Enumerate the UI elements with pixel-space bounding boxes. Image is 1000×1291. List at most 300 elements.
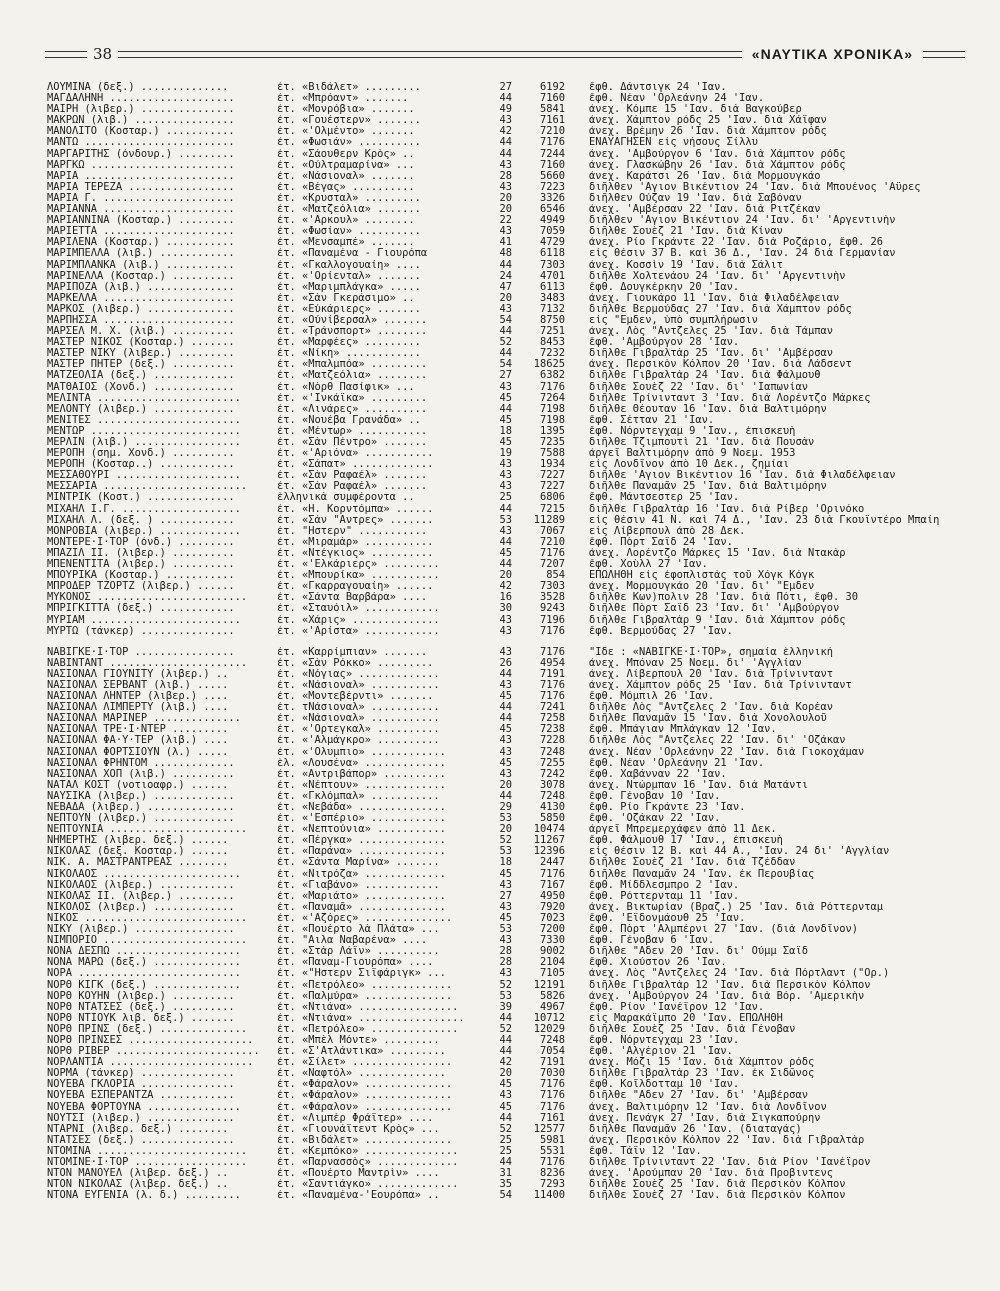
ship-name: ΝΑΒΙΓΚΕ·Ι·ΤΟΡ ................: [47, 646, 235, 658]
flag-agent: ἐτ. «Λιμπὲρ Φράϊτερ» ....: [277, 1112, 434, 1124]
flag-agent: ἐτ. «Μπὲλ Μόντε» .........: [277, 1034, 440, 1046]
table-row: [47, 1146, 977, 1157]
movement-note: ἀνεχ. Περσικὸν Κόλπον 20 'Ιαν. διὰ Λάδσεντ: [589, 359, 852, 371]
cargo-capacity: 7191: [539, 668, 565, 680]
cargo-capacity: 7176: [539, 625, 565, 637]
flag-agent: ἐτ. «'Εσπέριο» ............: [277, 813, 446, 825]
cargo-capacity: 7054: [539, 1046, 565, 1058]
ship-name: ΜΕΛΙΝΤΑ .......................: [47, 392, 241, 404]
flag-agent: ἐτ. «'Ελκάριερς» .........: [277, 559, 440, 571]
table-row: [47, 537, 977, 548]
cargo-capacity: 2104: [539, 957, 565, 969]
cargo-capacity: 7176: [539, 1079, 565, 1091]
table-row: [47, 337, 977, 348]
ship-name: ΝΙΚΟΛΑΟΣ (λιβερ.) ............: [47, 879, 235, 891]
cargo-capacity: 4967: [539, 1001, 565, 1013]
tonnage: 44: [499, 259, 512, 271]
cargo-capacity: 5850: [539, 813, 565, 825]
flag-agent: ἐτ. «Πετρόλεο» .............: [277, 979, 453, 991]
table-row: [47, 526, 977, 537]
movement-note: ἔφθ. Νόρντεγχαμ 23 'Ιαν.: [589, 1034, 740, 1046]
ship-name: ΝΑΣΙΟΝΑΛ ΓΙΟΥΝΙΤΥ (λιβερ.) ..: [47, 668, 229, 680]
movement-note: διῆλθε Παναμᾶν 15 'Ιαν. διὰ Χονολουλοῦ: [589, 713, 827, 725]
cargo-capacity: 7330: [539, 935, 565, 947]
cargo-capacity: 4954: [539, 657, 565, 669]
flag-agent: ἐτ. «'Αρίστα» ............: [277, 625, 440, 637]
tonnage: 44: [499, 559, 512, 571]
tonnage: 42: [499, 581, 512, 593]
tonnage: 44: [499, 1046, 512, 1058]
tonnage: 18: [499, 857, 512, 869]
movement-note: ἔφθ. Χοὺλλ 27 'Ιαν.: [589, 559, 708, 571]
flag-agent: ἐτ. «Φάραλον» ..............: [277, 1101, 453, 1113]
cargo-capacity: 3528: [539, 592, 565, 604]
header-rule-right: [923, 51, 965, 58]
tonnage: 45: [499, 437, 512, 448]
ship-name: ΜΠΕΝΕΝΤΙΤΑ (λιβερ.) ..........: [47, 559, 235, 571]
movement-note: ἀνεχ. Ρίο Γκράντε 22 'Ιαν. διὰ Ροζάριο, ἔφθ. 26: [589, 237, 884, 249]
tonnage: 44: [499, 536, 512, 548]
tonnage: 54: [499, 1190, 512, 1202]
ship-name: ΝΙΚΟΛΑΟΣ ......................: [47, 868, 241, 880]
ship-name: ΝΟΥΕΒΑ ΓΚΛΟΡΙΑ ...............: [47, 1079, 235, 1091]
ship-name: ΝΤΑΤΣΕΣ (δεξ.) ...............: [47, 1134, 235, 1146]
ship-name: ΝΑΣΙΟΝΑΛ ΧΟΠ (λιβ.) ..........: [47, 768, 235, 780]
ship-name: ΜΕΣΣΑΘΟΥΡΙ ....................: [47, 470, 241, 482]
movement-note: διῆλθε Πὸρτ Σαΐδ 23 'Ιαν. δι' 'Αμβούργον: [589, 603, 840, 615]
tonnage: 43: [499, 115, 512, 127]
ship-name: ΝΕΒΑΔΑ (λιβερ.) ..............: [47, 802, 235, 813]
movement-note: διῆλθεν Ούζαν 19 'Ιαν. διὰ Σαβόναν: [589, 192, 802, 204]
section-gap: [47, 637, 977, 647]
tonnage: 22: [499, 215, 512, 227]
movement-note: διῆλθε "Αδεν 27 'Ιαν. δι' 'Αμβέρσαν: [589, 1090, 808, 1102]
tonnage: 54: [499, 314, 512, 326]
ship-name: ΜΠΡΙΓΚΙΤΤΑ (δεξ.) ............: [47, 603, 235, 615]
movement-note: ἀνεχ. Πενάγκ 27 'Ιαν. διὰ Σιγκαπούρην: [589, 1112, 821, 1124]
movement-note: ἔφθ. Μάντσεστερ 25 'Ιαν.: [589, 492, 740, 504]
ship-name: ΜΑΡΙΑ ........................: [47, 170, 235, 182]
ship-name: ΜΑΡΙΛΕΝΑ (Κοσταρ.) ...........: [47, 237, 235, 249]
ship-name: ΝΙΚ. Α. ΜΑΣΤΡΑΝΤΡΕΑΣ ........: [47, 857, 229, 869]
table-row: [47, 160, 977, 171]
table-row: [47, 437, 977, 448]
table-row: [47, 791, 977, 802]
flag-agent: ἐτ. «Μπουρίκα» ...........: [277, 570, 440, 582]
tonnage: 41: [499, 237, 512, 249]
table-row: [47, 171, 977, 182]
cargo-capacity: 6118: [539, 248, 565, 260]
table-row: [47, 370, 977, 381]
ship-name: ΜΑΡΙΕΤΤΑ .....................: [47, 226, 235, 238]
flag-agent: ἐτ. «Ναφτόλ» ..............: [277, 1068, 446, 1080]
cargo-capacity: 10712: [533, 1012, 565, 1024]
tonnage: 20: [499, 824, 512, 836]
table-row: [47, 315, 977, 326]
movement-note: ἔφθ. Δουγκέρκην 20 'Ιαν.: [589, 281, 740, 293]
flag-agent: ἐτ. «Ούλτραμαρίνα» ...: [277, 159, 415, 171]
tonnage: 49: [499, 104, 512, 116]
flag-agent: ἐτ. «Νουέβα Γρανάδα» ..: [277, 414, 421, 426]
tonnage: 44: [499, 1034, 512, 1046]
flag-agent: ἐτ. «Φωσίαν» ..........: [277, 226, 421, 238]
cargo-capacity: 8750: [539, 314, 565, 326]
header-rule-middle: [118, 51, 742, 58]
cargo-capacity: 7198: [539, 403, 565, 415]
cargo-capacity: 8453: [539, 337, 565, 349]
tonnage: 43: [499, 159, 512, 171]
flag-agent: ἐτ. «Σάντα Μαρίνα» .......: [277, 857, 440, 869]
cargo-capacity: 7248: [539, 1034, 565, 1046]
flag-agent: ἐτ. «Γκλόμπαλ» ...........: [277, 790, 440, 802]
ship-name: ΜΑΙΡΗ (λιβερ.) ...............: [47, 104, 235, 116]
movement-note: ἔφθ. Γένοβαν 10 'Ιαν.: [589, 790, 721, 802]
table-row: [47, 415, 977, 426]
flag-agent: ἐτ. «Σάπατ» .............: [277, 459, 434, 471]
table-row: [47, 204, 977, 215]
movement-note: ἔφθ. Νόρντεγχαμ 9 'Ιαν., ἐπισκευὴ: [589, 425, 796, 437]
table-row: [47, 248, 977, 259]
flag-agent: ἐτ. «Γκαλλογουαίη» ....: [277, 259, 421, 271]
ship-name: ΝΑΣΙΟΝΑΛ ΤΡΕ·Ι·ΝΤΕΡ .........: [47, 724, 229, 736]
flag-agent: ἐτ. «Βιδάλετ» .........: [277, 82, 421, 93]
cargo-capacity: 7227: [539, 470, 565, 482]
cargo-capacity: 7227: [539, 481, 565, 493]
tonnage: 45: [499, 724, 512, 736]
ship-name: ΝΤΑΡΝΙ (λιβερ. δεξ.) ........: [47, 1123, 229, 1135]
cargo-capacity: 11267: [533, 835, 565, 847]
tonnage: 47: [499, 281, 512, 293]
cargo-capacity: 6546: [539, 204, 565, 216]
ship-name: ΜΕΡΟΠΗ (σημ. Χονδ.) ..........: [47, 448, 235, 460]
cargo-capacity: 7132: [539, 303, 565, 315]
flag-agent: ἐτ. «Μέντωρ» ...........: [277, 425, 428, 437]
movement-note: ἀνεχ. Χάμπτον ρόδς 25 'Ιαν. διὰ Χάϊφαν: [589, 115, 827, 127]
tonnage: 27: [499, 370, 512, 382]
table-row: [47, 137, 977, 148]
table-row: [47, 1168, 977, 1179]
table-row: [47, 1068, 977, 1079]
movement-note: ἀνεχ. 'Αμβούργον 6 'Ιαν. διὰ Χάμπτον ρόδς: [589, 148, 846, 160]
tonnage: 44: [499, 148, 512, 160]
table-row: [47, 104, 977, 115]
movement-note: διῆλθε Σουὲζ 25 'Ιαν. διὰ Γένοβαν: [589, 1023, 796, 1035]
flag-agent: ἐτ. «Φάραλον» ..............: [277, 1090, 453, 1102]
ship-name: ΝΤΟΝ ΝΙΚΟΛΑΣ (λιβερ. δεξ.) ..: [47, 1179, 229, 1191]
ship-name: ΜΑΡΙΑ ΤΕΡΕΖΑ .................: [47, 181, 235, 193]
table-row: [47, 647, 977, 658]
ship-name: ΝΑΣΙΟΝΑΛ ΦΑ·Υ·ΤΕΡ (λιβ.) ....: [47, 735, 229, 747]
table-row: [47, 1190, 977, 1201]
cargo-capacity: 7176: [539, 547, 565, 559]
cargo-capacity: 10474: [533, 824, 565, 836]
movement-note: εἰς Λίβερπουλ ἀπὸ 28 Δεκ.: [589, 525, 746, 537]
movement-note: ἔφθ. 'Αμβούργον 28 'Ιαν.: [589, 337, 740, 349]
page-number: 38: [93, 45, 113, 63]
tonnage: 20: [499, 1068, 512, 1080]
ship-name: ΜΑΡΙΝΕΛΛΑ (Κοσταρ.) ..........: [47, 270, 235, 282]
movement-note: ἀνεχ. Λίβερπουλ 20 'Ιαν. διὰ Τρίνινταντ: [589, 668, 833, 680]
ship-name: ΜΑΣΤΕΡ ΝΙΚΥ (λιβερ.) .........: [47, 348, 235, 360]
tonnage: 25: [499, 1145, 512, 1157]
ship-name: ΜΟΝΡΟΒΙΑ (λιβερ.) .............: [47, 525, 241, 537]
flag-agent: ἐτ. «Βέγας» ..........: [277, 181, 415, 193]
table-row: [47, 470, 977, 481]
cargo-capacity: 12029: [533, 1023, 565, 1035]
table-row: [47, 226, 977, 237]
flag-agent: ἐτ. «Γιουνάϊτεντ Κρὸς» ...: [277, 1123, 440, 1135]
flag-agent: ἐτ. «Μενσαμπέ» .......: [277, 237, 415, 249]
flag-agent: ἑλληνικὰ συμφέροντα ..: [277, 492, 415, 504]
flag-agent: ἐτ. «Παράνα» ..............: [277, 846, 446, 858]
ship-name: ΜΑΓΔΑΛΗΝΗ ....................: [47, 93, 235, 105]
table-row: [47, 1013, 977, 1024]
movement-note: διῆλθε Γιβραλτὰρ 16 'Ιαν. διὰ Ρίβερ 'Ορινόκο: [589, 503, 865, 515]
table-row: [47, 626, 977, 637]
tonnage: 43: [499, 381, 512, 393]
ship-name: ΝΑΤΑΛ ΚΟΣΤ (νοτιοαφρ.) ......: [47, 779, 229, 791]
movement-note: ἀνεχ. Γιουκάρο 11 'Ιαν. διὰ Φιλαδέλφειαν: [589, 292, 840, 304]
movement-note: ἀνεχ. Βαλτιμόρην 12 'Ιαν. διὰ Λονδῖνον: [589, 1101, 827, 1113]
table-row: [47, 658, 977, 669]
flag-agent: ἐτ. «'Αζόρες» ..............: [277, 912, 453, 924]
tonnage: 25: [499, 492, 512, 504]
flag-agent: ἐτ. «Παρνασσὸς» .............: [277, 1157, 459, 1168]
cargo-capacity: 7176: [539, 868, 565, 880]
flag-agent: ἐτ. «Μαριάτο» .............: [277, 890, 446, 902]
table-row: [47, 902, 977, 913]
ship-name: ΜΠΟΥΡΙΚΑ (Κοσταρ.) ...........: [47, 570, 235, 582]
ship-name: ΝΟΡΑ ..........................: [47, 968, 241, 980]
flag-agent: ἐτ. «Σὰν "Αντρες» .......: [277, 514, 434, 526]
flag-agent: ἐτ. «Ντέγκιος» ..........: [277, 547, 434, 559]
table-row: [47, 603, 977, 614]
table-row: [47, 813, 977, 824]
cargo-capacity: 7258: [539, 713, 565, 725]
ship-name: ΜΥΡΙΑΜ ........................: [47, 614, 241, 626]
ship-name: ΝΙΚΟΛΟΣ (λιβερ.) .............: [47, 901, 235, 913]
tonnage: 45: [499, 757, 512, 769]
ship-name: ΜΕΣΣΑΡΙΑ .......................: [47, 481, 248, 493]
header-rule-left: [45, 51, 87, 58]
tonnage: 52: [499, 835, 512, 847]
movement-note: ἔφθ. 'Εϊδονμάουθ 25 'Ιαν.: [589, 912, 746, 924]
table-row: [47, 1057, 977, 1068]
cargo-capacity: 12191: [533, 979, 565, 991]
flag-agent: ἐτ. «Νίκη» ............: [277, 348, 421, 360]
tonnage: 42: [499, 126, 512, 138]
ship-name: ΝΙΚΟΣ ..........................: [47, 912, 248, 924]
tonnage: 52: [499, 1023, 512, 1035]
flag-agent: ἐτ. «Παναμένα-'Εουρόπα» ..: [277, 1190, 440, 1202]
ship-name: ΝΟΡΜΑ (τάνκερ) ...............: [47, 1068, 235, 1080]
flag-agent: ἐτ. «Φωσιάν» ..........: [277, 137, 421, 149]
movement-note: ἔφθ. Νέαν 'Ορλεάνην 24 'Ιαν.: [589, 93, 765, 105]
ship-name: ΜΑΡΙΑ Γ. .....................: [47, 192, 235, 204]
cargo-capacity: 1934: [539, 459, 565, 471]
table-row: [47, 1179, 977, 1190]
table-row: [47, 857, 977, 868]
tonnage: 44: [499, 668, 512, 680]
table-row: [47, 215, 977, 226]
ship-name: ΜΙΝΤΡΙΚ (Κοστ.) ..............: [47, 492, 235, 504]
table-row: [47, 282, 977, 293]
flag-agent: ἐτ. «Παναμένα - Γιουρόπα: [277, 248, 428, 260]
table-row: [47, 680, 977, 691]
ship-name: ΜΠΑΖΙΛ ΙΙ. (λιβερ.) ..........: [47, 547, 235, 559]
movement-note: εἰς Λονδῖνον ἀπὸ 10 Δεκ., ζημίαι: [589, 459, 790, 471]
flag-agent: ἐτ. «Μιραμὰρ» ...........: [277, 536, 434, 548]
tonnage: 42: [499, 1057, 512, 1069]
ship-name: ΝΑΣΙΟΝΑΛ ΦΡΗΝΤΟΜ .............: [47, 757, 235, 769]
movement-note: ἔφθ. Γένοβαν 6 'Ιαν.: [589, 935, 715, 947]
cargo-capacity: 7215: [539, 503, 565, 515]
movement-note: ἀνεχ. Μπόναν 25 Νοεμ. δι' 'Αγγλίαν: [589, 657, 802, 669]
cargo-capacity: 7238: [539, 724, 565, 736]
tonnage: 20: [499, 779, 512, 791]
ship-name: ΝΟΝΑ ΔΕΣΠΩ ....................: [47, 946, 241, 958]
tonnage: 28: [499, 957, 512, 969]
flag-agent: ἐτ. «Στὰρ Λάϊν» ..........: [277, 946, 440, 958]
ship-name: ΝΟΡΘ ΚΟΥΗΝ (λιβερ.) ..........: [47, 990, 235, 1002]
flag-agent: ἐτ. «'Αριόνα» ...........: [277, 448, 434, 460]
table-row: [47, 769, 977, 780]
tonnage: 45: [499, 392, 512, 404]
ship-name: ΝΟΝΑ ΜΑΡΩ (δεξ.) ..............: [47, 957, 241, 969]
cargo-capacity: 7176: [539, 381, 565, 393]
cargo-capacity: 5531: [539, 1145, 565, 1157]
movement-note: διῆλθε Σουὲζ 22 'Ιαν. δι' 'Ιαπωνίαν: [589, 381, 808, 393]
table-row: [47, 404, 977, 415]
cargo-capacity: 7161: [539, 115, 565, 127]
flag-agent: ἐτ. «Πετρόλεο» ..............: [277, 1023, 459, 1035]
table-row: [47, 448, 977, 459]
flag-agent: ἐτ. «Σάντα Βαρβάρα» ....: [277, 592, 428, 604]
tonnage: 44: [499, 1012, 512, 1024]
ship-name: ΝΑΣΙΟΝΑΛ ΛΙΜΠΕΡΤΥ (λιβ.) ....: [47, 702, 229, 714]
flag-agent: ἐτ. «Μοντεβέρντι» .......: [277, 691, 434, 703]
table-row: [47, 758, 977, 769]
flag-agent: ἐτ. «Τράνσπορτ» ........: [277, 326, 428, 338]
cargo-capacity: 7160: [539, 93, 565, 105]
cargo-capacity: 7176: [539, 1090, 565, 1102]
table-row: [47, 115, 977, 126]
table-row: [47, 492, 977, 503]
movement-note: ἀνεχ. Κόμπε 15 'Ιαν. διὰ Βαγκούβερ: [589, 104, 802, 116]
cargo-capacity: 7105: [539, 968, 565, 980]
ship-name: ΜΑΡΙΑΝΝΑ .....................: [47, 204, 235, 216]
flag-agent: ἐτ. «Γιαβάνο» ............: [277, 879, 440, 891]
table-row: [47, 1124, 977, 1135]
flag-agent: ἐτ. «Παλμύρα» ..............: [277, 990, 453, 1002]
table-row: [47, 548, 977, 559]
ship-name: ΝΑΣΙΟΝΑΛ ΛΗΝΤΕΡ (λιβερ.) ....: [47, 691, 229, 703]
tonnage: 44: [499, 137, 512, 149]
table-row: [47, 846, 977, 857]
table-row: [47, 669, 977, 680]
table-row: [47, 824, 977, 835]
table-row: [47, 946, 977, 957]
ship-name: ΝΙΚΟΛΑΣ ΙΙ. (λιβερ.) .........: [47, 890, 235, 902]
flag-agent: ἐτ. «Σὰν Ρόκκο» .........: [277, 657, 434, 669]
flag-agent: ἐτ. «Μπαλμπόα» .........: [277, 359, 428, 371]
ship-name: ΜΑΡΣΕΛ Μ. Χ. (λιβ.) ..........: [47, 326, 235, 338]
movement-note: ἀνεχ. 'Αμβέρσαν 22 'Ιαν. διὰ Ριτζέκαν: [589, 204, 821, 216]
flag-agent: ἐτ. «'Ορτεγκαλ» ..........: [277, 724, 440, 736]
flag-agent: ἐτ. «Ματζεόλια» ........: [277, 370, 428, 382]
movement-note: ἀνεχ. Μορμουγκάο 20 'Ιαν. δι' "Εμδεν: [589, 581, 815, 593]
ship-name: ΝΤΟΝ ΜΑΝΟΥΕΛ (λιβερ. δεξ.) ..: [47, 1168, 229, 1180]
flag-agent: ἐτ. «Σὰν Πέντρο» .......: [277, 437, 428, 448]
cargo-capacity: 7242: [539, 768, 565, 780]
ship-name: ΝΙΚΥ (λιβερ.) ................: [47, 924, 235, 936]
ship-name: ΜΑΡΠΗΣΣΑ .....................: [47, 314, 235, 326]
ship-name: ΜΕΝΤΩΡ ........................: [47, 425, 241, 437]
tonnage: 43: [499, 1090, 512, 1102]
movement-note: ἀνεχ. Νέαν 'Ορλεάνην 22 'Ιαν. διὰ Γιοκοχάμαν: [589, 746, 865, 758]
tonnage: 16: [499, 592, 512, 604]
flag-agent: ἐτ. «Μπρόαντ» .......: [277, 93, 409, 105]
cargo-capacity: 7176: [539, 646, 565, 658]
cargo-capacity: 7210: [539, 536, 565, 548]
flag-agent: ἐτ. «'Ινκάϊκα» .........: [277, 392, 428, 404]
ship-name: ΝΑΒΙΝΤΑΝΤ ......................: [47, 657, 248, 669]
flag-agent: ἐτ. «Νεβάδα» ..............: [277, 802, 446, 813]
movement-note: ἔφθ. Ρόττερνταμ 11 'Ιαν.: [589, 890, 740, 902]
table-row: [47, 1157, 977, 1168]
movement-note: εἰς θέσιν 12 Β. καὶ 44 Α., 'Ιαν. 24 δι' 'Αγγλίαν: [589, 846, 890, 858]
flag-agent: ἐτ. «Μαριμπλάγκα» .....: [277, 281, 421, 293]
table-row: [47, 968, 977, 979]
flag-agent: ἐτ. «Η. Κορντόμπα» ......: [277, 503, 434, 515]
tonnage: 20: [499, 570, 512, 582]
movement-note: διῆλθε Λὸς "Αντζελες 22 'Ιαν. δι' 'Οζάκαν: [589, 735, 846, 747]
ship-name: ΜΑΤΖΕΟΛΙΑ (δεξ.) .............: [47, 370, 235, 382]
tonnage: 29: [499, 802, 512, 813]
movement-note: ἀνεχ. Καράτσι 26 'Ιαν. διὰ Μορμουγκάο: [589, 170, 821, 182]
cargo-capacity: 7176: [539, 137, 565, 149]
movement-note: ἔφθ. 'Αλγέριον 21 'Ιαν.: [589, 1046, 733, 1058]
table-row: [47, 615, 977, 626]
movement-note: ἀνεχ. 'Αρούμπαν 20 'Ιαν. διὰ Προβιντενς: [589, 1168, 833, 1180]
movement-note: διῆλθε Τζιμπουτὶ 21 'Ιαν. διὰ Πουσὰν: [589, 437, 815, 448]
ship-name: ΜΑΡΙΑΝΝΙΝΑ (Κοσταρ.) .........: [47, 215, 235, 227]
tonnage: 43: [499, 470, 512, 482]
tonnage: 43: [499, 679, 512, 691]
table-row: [47, 93, 977, 104]
cargo-capacity: 7167: [539, 879, 565, 891]
tonnage: 44: [499, 713, 512, 725]
ship-name: ΜΑΡΙΠΟΖΑ (λιβ.) ..............: [47, 281, 235, 293]
flag-agent: ἐτ. «Γουέστερν» .......: [277, 115, 421, 127]
movement-note: ἔφθ. Σέτταν 21 'Ιαν.: [589, 414, 715, 426]
ship-name: ΜΑΝΤΩ ........................: [47, 137, 235, 149]
tonnage: 43: [499, 768, 512, 780]
table-row: [47, 924, 977, 935]
flag-agent: ἐτ. «Χάρις» ..............: [277, 614, 440, 626]
cargo-capacity: 854: [546, 570, 565, 582]
tonnage: 53: [499, 990, 512, 1002]
movement-note: ἀνεχ. Λὸς "Αντζελες 24 'Ιαν. διὰ Πόρτλαντ ("Ορ.): [589, 968, 890, 980]
tonnage: 28: [499, 946, 512, 958]
tonnage: 43: [499, 879, 512, 891]
table-row: [47, 1090, 977, 1101]
flag-agent: ἐτ. «Σταυόιλ» ............: [277, 603, 440, 615]
cargo-capacity: 4130: [539, 802, 565, 813]
table-row: [47, 835, 977, 846]
table-row: [47, 304, 977, 315]
cargo-capacity: 7264: [539, 392, 565, 404]
